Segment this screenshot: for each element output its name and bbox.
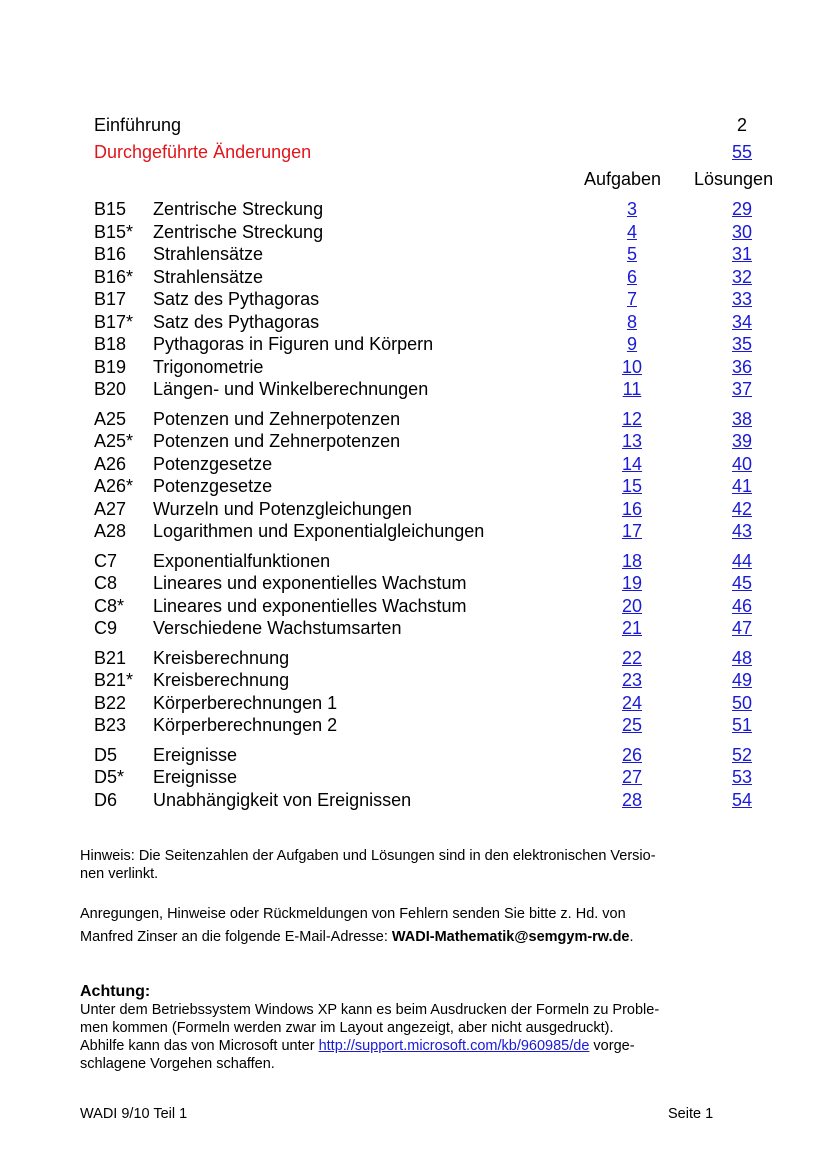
toc-code: A28	[94, 521, 127, 541]
warning-line-3-suffix: vorge-	[589, 1038, 635, 1054]
task-page-link[interactable]: 11	[622, 379, 642, 399]
warning-line-3	[80, 1037, 760, 1055]
toc-row	[0, 617, 828, 639]
toc-row	[0, 692, 828, 714]
toc-row	[0, 221, 828, 243]
toc-title: Wurzeln und Potenzgleichungen	[153, 498, 412, 519]
toc-row	[0, 453, 828, 475]
warning-line-1: Unter dem Betriebssystem Windows XP kann es beim Ausdrucken der Formeln zu Proble-	[80, 1002, 660, 1018]
toc-title: Satz des Pythagoras	[153, 311, 320, 332]
toc-code: A25*	[94, 431, 134, 451]
toc-title: Exponentialfunktionen	[153, 550, 331, 571]
toc-code: B16*	[94, 266, 134, 287]
microsoft-support-link[interactable]: http://support.microsoft.com/kb/960985/de	[318, 1038, 590, 1054]
toc-row	[0, 333, 828, 355]
task-page-link[interactable]: 8	[626, 311, 637, 332]
toc-row	[0, 266, 828, 288]
toc-code: B21*	[94, 670, 134, 690]
toc-title: Potenzen und Zehnerpotenzen	[153, 431, 401, 451]
task-page-link[interactable]: 28	[621, 789, 643, 810]
toc-row	[0, 430, 828, 452]
solution-page-link[interactable]: 54	[731, 789, 753, 810]
toc-title: Ereignisse	[153, 767, 238, 787]
toc-title: Kreisberechnung	[153, 647, 290, 668]
solution-page-link[interactable]: 34	[731, 311, 753, 332]
task-page-link[interactable]: 9	[626, 334, 637, 354]
task-page-link[interactable]: 10	[621, 356, 643, 377]
solution-page-link[interactable]: 32	[731, 266, 753, 287]
solution-page-link[interactable]: 39	[731, 431, 753, 451]
task-page-link[interactable]: 18	[621, 550, 643, 571]
intro-label: Einführung	[94, 115, 182, 135]
toc-code: C7	[94, 550, 118, 571]
toc-row	[0, 520, 828, 542]
toc-title: Ereignisse	[153, 744, 238, 765]
toc-title: Potenzen und Zehnerpotenzen	[153, 408, 401, 429]
toc-row	[0, 595, 828, 617]
warning-line-3-prefix: Abhilfe kann das von Microsoft unter	[80, 1038, 319, 1054]
solution-page-link[interactable]: 49	[731, 670, 753, 690]
toc-row	[0, 498, 828, 520]
solution-page-link[interactable]: 48	[731, 647, 753, 668]
task-page-link[interactable]: 7	[626, 289, 637, 309]
task-page-link[interactable]: 27	[621, 767, 643, 787]
toc-code: D6	[94, 789, 118, 810]
solution-page-link[interactable]: 43	[731, 521, 753, 541]
hint-paragraph	[80, 847, 760, 883]
warning-line-4: schlagene Vorgehen schaffen.	[80, 1056, 275, 1072]
toc-code: B15	[94, 199, 127, 219]
hint-line-1: Hinweis: Die Seitenzahlen der Aufgaben und Lösungen sind in den elektronischen Versio-	[80, 848, 656, 864]
solution-page-link[interactable]: 37	[731, 379, 753, 399]
task-page-link[interactable]: 26	[621, 744, 643, 765]
toc-code: A25	[94, 408, 127, 429]
task-page-link[interactable]: 25	[621, 715, 643, 735]
task-page-link[interactable]: 3	[626, 199, 637, 219]
task-page-link[interactable]: 19	[621, 573, 643, 593]
task-page-link[interactable]: 13	[621, 431, 643, 451]
toc-title: Strahlensätze	[153, 266, 264, 287]
solution-page-link[interactable]: 45	[731, 573, 753, 593]
footer-page: Seite 1	[668, 1106, 714, 1122]
toc-title: Verschiedene Wachstumsarten	[153, 618, 402, 638]
changes-page-link[interactable]: 55	[731, 142, 753, 162]
toc-row	[0, 198, 828, 220]
toc-row	[0, 714, 828, 736]
toc-row	[0, 475, 828, 497]
intro-page: 2	[736, 115, 747, 135]
solution-page-link[interactable]: 50	[731, 692, 753, 713]
toc-code: B20	[94, 379, 127, 399]
toc-row	[0, 311, 828, 333]
toc-code: B15*	[94, 221, 134, 242]
header-tasks: Aufgaben	[584, 169, 662, 189]
solution-page-link[interactable]: 51	[731, 715, 753, 735]
toc-title: Potenzgesetze	[153, 453, 273, 474]
toc-row	[0, 356, 828, 378]
toc-code: B19	[94, 356, 127, 377]
feedback-line-2	[80, 928, 760, 946]
footer-left: WADI 9/10 Teil 1	[80, 1106, 188, 1122]
toc-code: D5	[94, 744, 118, 765]
solution-page-link[interactable]: 38	[731, 408, 753, 429]
hint-line-2: nen verlinkt.	[80, 866, 159, 882]
toc-code: B17*	[94, 311, 134, 332]
solution-page-link[interactable]: 36	[731, 356, 753, 377]
solution-page-link[interactable]: 52	[731, 744, 753, 765]
toc-title: Trigonometrie	[153, 356, 264, 377]
toc-row	[0, 647, 828, 669]
task-page-link[interactable]: 6	[626, 266, 637, 287]
toc-title: Strahlensätze	[153, 244, 264, 264]
toc-title: Logarithmen und Exponentialgleichungen	[153, 521, 485, 541]
toc-row	[0, 766, 828, 788]
toc-title: Pythagoras in Figuren und Körpern	[153, 334, 434, 354]
toc-title: Lineares und exponentielles Wachstum	[153, 595, 467, 616]
toc-row	[0, 288, 828, 310]
solution-page-link[interactable]: 44	[731, 550, 753, 571]
warning-title: Achtung:	[80, 983, 151, 1000]
toc-title: Zentrische Streckung	[153, 199, 324, 219]
task-page-link[interactable]: 24	[621, 692, 643, 713]
solution-page-link[interactable]: 40	[731, 453, 753, 474]
task-page-link[interactable]: 4	[626, 221, 637, 242]
solution-page-link[interactable]: 53	[731, 767, 753, 787]
toc-code: C9	[94, 618, 118, 638]
task-page-link[interactable]: 17	[621, 521, 643, 541]
toc-code: A26*	[94, 476, 134, 496]
toc-row	[0, 669, 828, 691]
solution-page-link[interactable]: 30	[731, 221, 753, 242]
toc-code: B23	[94, 715, 127, 735]
toc-row	[0, 243, 828, 265]
feedback-prefix: Manfred Zinser an die folgende E-Mail-Adresse:	[80, 929, 392, 945]
toc-title: Satz des Pythagoras	[153, 289, 320, 309]
toc-code: A27	[94, 498, 127, 519]
solution-page-link[interactable]: 35	[731, 334, 753, 354]
warning-paragraph	[80, 982, 760, 1073]
header-solutions: Lösungen	[694, 169, 774, 189]
toc-code: D5*	[94, 767, 125, 787]
toc-title: Zentrische Streckung	[153, 221, 324, 242]
toc-code: C8*	[94, 595, 125, 616]
task-page-link[interactable]: 15	[621, 476, 643, 496]
task-page-link[interactable]: 20	[621, 595, 643, 616]
toc-title: Längen- und Winkelberechnungen	[153, 379, 429, 399]
toc-code: B18	[94, 334, 127, 354]
task-page-link[interactable]: 5	[626, 244, 637, 264]
task-page-link[interactable]: 22	[621, 647, 643, 668]
toc-title: Lineares und exponentielles Wachstum	[153, 573, 467, 593]
toc-code: C8	[94, 573, 118, 593]
feedback-suffix: .	[629, 929, 634, 945]
toc-code: A26	[94, 453, 127, 474]
toc-title: Potenzgesetze	[153, 476, 273, 496]
solution-page-link[interactable]: 47	[731, 618, 753, 638]
toc-title: Körperberechnungen 2	[153, 715, 338, 735]
solution-page-link[interactable]: 46	[731, 595, 753, 616]
toc-row	[0, 550, 828, 572]
toc-row	[0, 408, 828, 430]
task-page-link[interactable]: 12	[621, 408, 643, 429]
changes-label: Durchgeführte Änderungen	[94, 142, 312, 162]
solution-page-link[interactable]: 31	[731, 244, 753, 264]
feedback-paragraph	[80, 905, 760, 946]
feedback-email: WADI-Mathematik@semgym-rw.de	[391, 929, 630, 945]
solution-page-link[interactable]: 42	[731, 498, 753, 519]
solution-page-link[interactable]: 41	[731, 476, 753, 496]
toc-code: B22	[94, 692, 127, 713]
warning-line-2: men kommen (Formeln werden zwar im Layout angezeigt, aber nicht ausgedruckt).	[80, 1020, 614, 1036]
toc-row	[0, 744, 828, 766]
toc-title: Kreisberechnung	[153, 670, 290, 690]
toc-code: B16	[94, 244, 127, 264]
task-page-link[interactable]: 16	[621, 498, 643, 519]
toc-code: B21	[94, 647, 127, 668]
task-page-link[interactable]: 23	[621, 670, 643, 690]
toc-code: B17	[94, 289, 127, 309]
task-page-link[interactable]: 21	[621, 618, 643, 638]
toc-title: Körperberechnungen 1	[153, 692, 338, 713]
toc-row	[0, 572, 828, 594]
task-page-link[interactable]: 14	[621, 453, 643, 474]
toc-row	[0, 378, 828, 400]
solution-page-link[interactable]: 29	[731, 199, 753, 219]
toc-row	[0, 789, 828, 811]
toc-title: Unabhängigkeit von Ereignissen	[153, 789, 412, 810]
feedback-line-1: Anregungen, Hinweise oder Rückmeldungen von Fehlern senden Sie bitte z. Hd. von	[80, 906, 626, 922]
solution-page-link[interactable]: 33	[731, 289, 753, 309]
